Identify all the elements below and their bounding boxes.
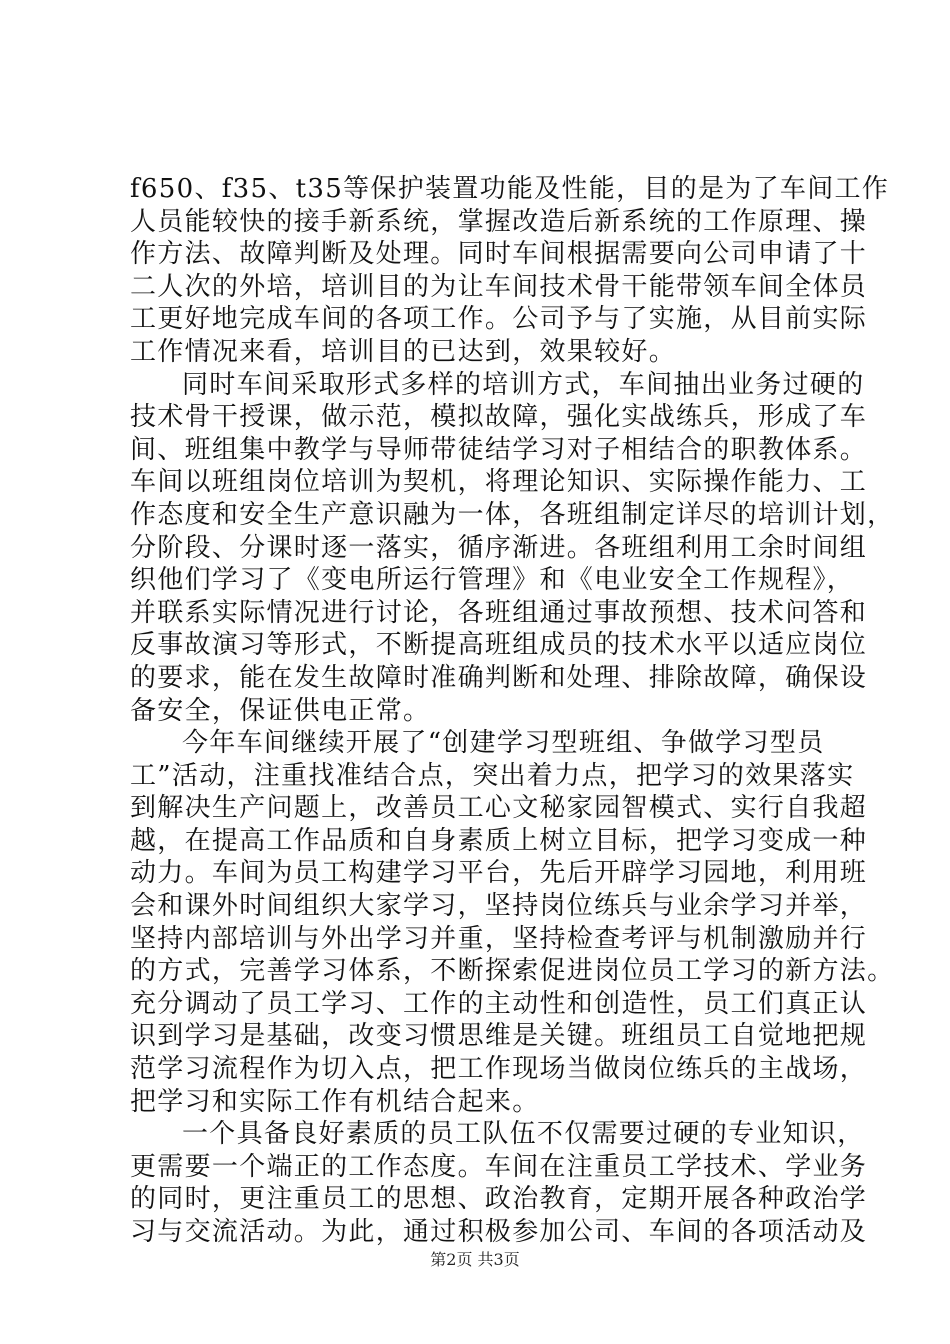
page-footer: 第2页 共3页 (430, 1250, 520, 1269)
text-line: 间、班组集中教学与导师带徒结学习对子相结合的职教体系。 (130, 434, 868, 465)
paragraph-first-line: 同时车间采取形式多样的培训方式，车间抽出业务过硬的 (182, 369, 865, 400)
text-line: 分阶段、分课时逐一落实，循序渐进。各班组利用工余时间组 (130, 532, 868, 563)
text-line: 的同时，更注重员工的思想、政治教育，定期开展各种政治学 (130, 1184, 868, 1215)
text-line: 习与交流活动。为此，通过积极参加公司、车间的各项活动及 (130, 1217, 868, 1247)
text-line: 动力。车间为员工构建学习平台，先后开辟学习园地，利用班 (130, 858, 868, 889)
text-line: 车间以班组岗位培训为契机，将理论知识、实际操作能力、工 (130, 467, 868, 498)
text-line: 坚持内部培训与外出学习并重，坚持检查考评与机制激励并行 (130, 923, 868, 954)
document-body (130, 173, 895, 1249)
text-line: 范学习流程作为切入点，把工作现场当做岗位练兵的主战场， (130, 1054, 868, 1085)
text-line: 识到学习是基础，改变习惯思维是关键。班组员工自觉地把规 (130, 1021, 868, 1052)
text-line: 工”活动，注重找准结合点，突出着力点，把学习的效果落实 (130, 760, 855, 791)
text-line: 作态度和安全生产意识融为一体，各班组制定详尽的培训计划， (130, 499, 895, 530)
text-line: 更需要一个端正的工作态度。车间在注重员工学技术、学业务 (130, 1151, 868, 1182)
text-line: 充分调动了员工学习、工作的主动性和创造性，员工们真正认 (130, 988, 868, 1019)
text-line: 人员能较快的接手新系统，掌握改造后新系统的工作原理、操 (130, 206, 868, 237)
text-line: 作方法、故障判断及处理。同时车间根据需要向公司申请了十 (130, 239, 868, 270)
text-line: 织他们学习了《变电所运行管理》和《电业安全工作规程》， (130, 565, 855, 596)
text-line: 到解决生产问题上，改善员工心文秘家园智模式、实行自我超 (130, 793, 868, 824)
text-line: f650、f35、t35等保护装置功能及性能，目的是为了车间工作 (130, 174, 890, 204)
text-line: 会和课外时间组织大家学习，坚持岗位练兵与业余学习并举， (130, 891, 868, 922)
text-line: 把学习和实际工作有机结合起来。 (130, 1086, 540, 1117)
text-line: 反事故演习等形式，不断提高班组成员的技术水平以适应岗位 (130, 630, 868, 661)
text-line: 越，在提高工作品质和自身素质上树立目标，把学习变成一种 (130, 825, 868, 856)
text-line: 工作情况来看，培训目的已达到，效果较好。 (130, 336, 677, 367)
text-line: 技术骨干授课，做示范，模拟故障，强化实战练兵，形成了车 (130, 402, 868, 433)
text-line: 并联系实际情况进行讨论，各班组通过事故预想、技术问答和 (130, 597, 868, 628)
text-line: 的要求，能在发生故障时准确判断和处理、排除故障，确保设 (130, 662, 868, 693)
text-line: 工更好地完成车间的各项工作。公司予与了实施，从目前实际 (130, 304, 868, 335)
text-line: 的方式，完善学习体系，不断探索促进岗位员工学习的新方法。 (130, 956, 895, 987)
paragraph-first-line: 今年车间继续开展了“创建学习型班组、争做学习型员 (182, 728, 825, 759)
paragraph-first-line: 一个具备良好素质的员工队伍不仅需要过硬的专业知识， (182, 1119, 865, 1150)
text-line: 二人次的外培，培训目的为让车间技术骨干能带领车间全体员 (130, 271, 868, 302)
text-line: 备安全，保证供电正常。 (130, 695, 431, 726)
